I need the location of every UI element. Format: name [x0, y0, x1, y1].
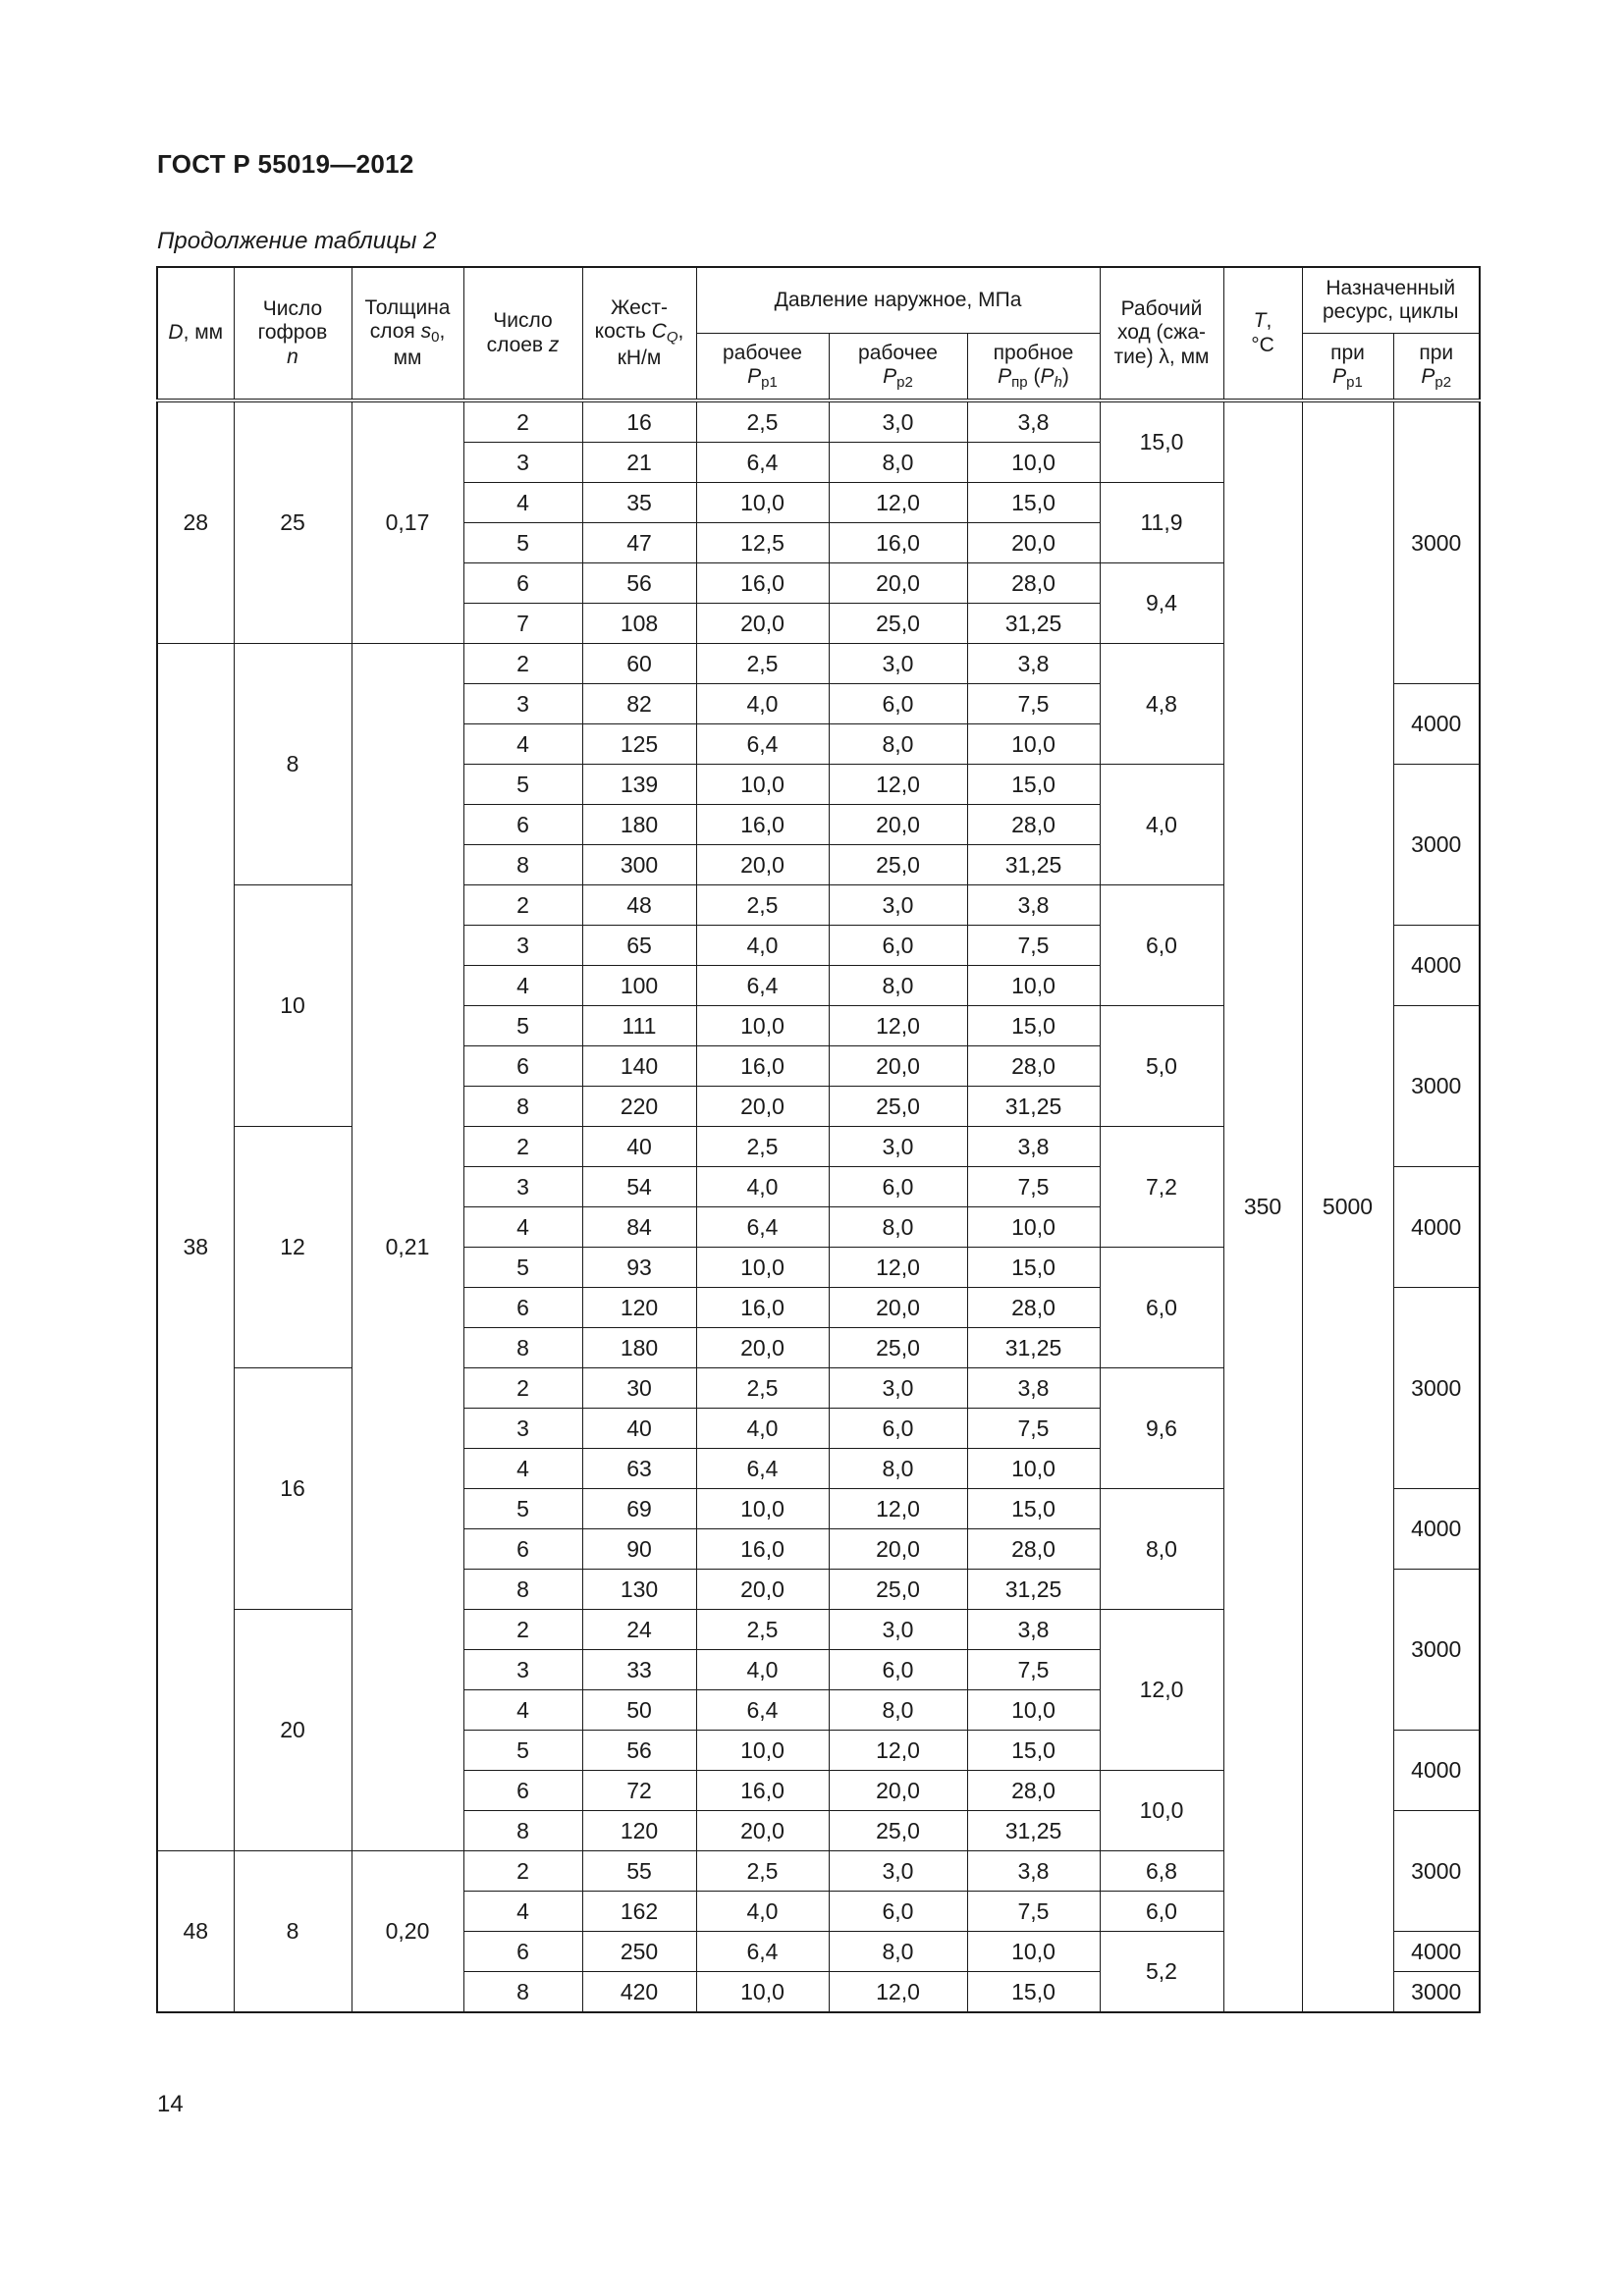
cell-stiffness: 139: [582, 765, 696, 805]
cell-resource-p2: 3000: [1393, 1006, 1480, 1167]
cell-pressure-test: 3,8: [967, 644, 1100, 684]
cell-pressure-working-1: 4,0: [696, 1650, 829, 1690]
cell-corrugations: 10: [234, 885, 352, 1127]
cell-pressure-working-2: 20,0: [829, 563, 967, 604]
cell-layer-thickness: 0,20: [352, 1851, 463, 2013]
cell-pressure-working-2: 6,0: [829, 684, 967, 724]
cell-pressure-working-2: 20,0: [829, 1771, 967, 1811]
cell-pressure-test: 7,5: [967, 1409, 1100, 1449]
cell-pressure-working-2: 12,0: [829, 765, 967, 805]
cell-layers: 5: [463, 523, 582, 563]
cell-layers: 5: [463, 1489, 582, 1529]
cell-layers: 8: [463, 1570, 582, 1610]
cell-layers: 2: [463, 1851, 582, 1892]
cell-pressure-working-1: 16,0: [696, 1529, 829, 1570]
cell-pressure-working-1: 16,0: [696, 1046, 829, 1087]
cell-layers: 6: [463, 805, 582, 845]
cell-working-stroke: 5,0: [1100, 1006, 1223, 1127]
cell-pressure-working-2: 25,0: [829, 604, 967, 644]
cell-pressure-working-2: 20,0: [829, 1288, 967, 1328]
cell-layers: 6: [463, 1046, 582, 1087]
cell-pressure-working-1: 6,4: [696, 443, 829, 483]
cell-pressure-working-2: 12,0: [829, 483, 967, 523]
cell-resource-p2: 4000: [1393, 926, 1480, 1006]
cell-pressure-test: 31,25: [967, 1328, 1100, 1368]
cell-stiffness: 60: [582, 644, 696, 684]
cell-pressure-working-1: 20,0: [696, 1087, 829, 1127]
cell-layers: 8: [463, 1811, 582, 1851]
cell-pressure-working-1: 10,0: [696, 1248, 829, 1288]
cell-pressure-test: 28,0: [967, 563, 1100, 604]
cell-pressure-working-1: 4,0: [696, 926, 829, 966]
header-working-stroke: Рабочий ход (сжа- тие) λ, мм: [1100, 267, 1223, 400]
cell-diameter: 38: [157, 644, 234, 1851]
cell-layers: 4: [463, 1449, 582, 1489]
cell-pressure-test: 7,5: [967, 1892, 1100, 1932]
cell-pressure-test: 3,8: [967, 1368, 1100, 1409]
cell-pressure-test: 10,0: [967, 1207, 1100, 1248]
cell-pressure-test: 28,0: [967, 1288, 1100, 1328]
cell-pressure-working-1: 6,4: [696, 724, 829, 765]
cell-layers: 8: [463, 1328, 582, 1368]
cell-pressure-working-1: 20,0: [696, 604, 829, 644]
table-body: [157, 267, 1480, 2012]
cell-stiffness: 47: [582, 523, 696, 563]
cell-pressure-test: 15,0: [967, 1489, 1100, 1529]
cell-corrugations: 20: [234, 1610, 352, 1851]
cell-corrugations: 16: [234, 1368, 352, 1610]
cell-pressure-working-1: 6,4: [696, 1207, 829, 1248]
cell-pressure-working-1: 6,4: [696, 1932, 829, 1972]
cell-stiffness: 82: [582, 684, 696, 724]
cell-pressure-working-2: 20,0: [829, 805, 967, 845]
cell-resource-p2: 3000: [1393, 1288, 1480, 1489]
specification-table: [156, 266, 1481, 2013]
cell-layers: 6: [463, 1932, 582, 1972]
cell-resource-p2: 4000: [1393, 1932, 1480, 1972]
cell-pressure-test: 10,0: [967, 1690, 1100, 1731]
cell-resource-p2: 4000: [1393, 1167, 1480, 1288]
cell-layers: 8: [463, 1972, 582, 2013]
cell-pressure-working-2: 8,0: [829, 1449, 967, 1489]
cell-pressure-working-1: 10,0: [696, 1731, 829, 1771]
cell-stiffness: 130: [582, 1570, 696, 1610]
table-row: [157, 400, 1480, 443]
cell-pressure-working-2: 16,0: [829, 523, 967, 563]
cell-layers: 2: [463, 400, 582, 443]
cell-working-stroke: 8,0: [1100, 1489, 1223, 1610]
cell-pressure-working-2: 12,0: [829, 1731, 967, 1771]
cell-stiffness: 111: [582, 1006, 696, 1046]
cell-diameter: 48: [157, 1851, 234, 2013]
cell-pressure-working-2: 20,0: [829, 1046, 967, 1087]
cell-pressure-working-2: 25,0: [829, 1570, 967, 1610]
cell-stiffness: 220: [582, 1087, 696, 1127]
cell-pressure-working-1: 6,4: [696, 966, 829, 1006]
cell-pressure-working-2: 3,0: [829, 1368, 967, 1409]
cell-pressure-test: 3,8: [967, 1610, 1100, 1650]
cell-layers: 3: [463, 1167, 582, 1207]
cell-pressure-test: 15,0: [967, 483, 1100, 523]
cell-working-stroke: 15,0: [1100, 400, 1223, 483]
cell-layers: 7: [463, 604, 582, 644]
cell-stiffness: 100: [582, 966, 696, 1006]
cell-layers: 8: [463, 845, 582, 885]
cell-pressure-test: 28,0: [967, 1771, 1100, 1811]
cell-pressure-test: 31,25: [967, 845, 1100, 885]
cell-layers: 6: [463, 563, 582, 604]
cell-pressure-test: 10,0: [967, 443, 1100, 483]
cell-pressure-test: 3,8: [967, 885, 1100, 926]
cell-pressure-working-2: 12,0: [829, 1489, 967, 1529]
cell-pressure-working-2: 3,0: [829, 400, 967, 443]
cell-stiffness: 16: [582, 400, 696, 443]
cell-stiffness: 300: [582, 845, 696, 885]
table-caption: Продолжение таблицы 2: [157, 228, 437, 254]
cell-layers: 4: [463, 724, 582, 765]
page-number: 14: [157, 2091, 184, 2117]
cell-stiffness: 50: [582, 1690, 696, 1731]
cell-working-stroke: 7,2: [1100, 1127, 1223, 1248]
cell-working-stroke: 6,0: [1100, 1248, 1223, 1368]
cell-layers: 5: [463, 1006, 582, 1046]
cell-pressure-working-1: 12,5: [696, 523, 829, 563]
cell-layers: 5: [463, 765, 582, 805]
cell-pressure-working-1: 10,0: [696, 483, 829, 523]
cell-pressure-test: 31,25: [967, 1811, 1100, 1851]
cell-pressure-test: 10,0: [967, 724, 1100, 765]
cell-working-stroke: 10,0: [1100, 1771, 1223, 1851]
header-resource-p2: при $P_{p2}$: [1393, 334, 1480, 401]
cell-corrugations: 25: [234, 400, 352, 644]
cell-pressure-working-1: 10,0: [696, 765, 829, 805]
cell-pressure-working-2: 12,0: [829, 1006, 967, 1046]
cell-stiffness: 180: [582, 805, 696, 845]
cell-pressure-working-1: 4,0: [696, 1409, 829, 1449]
cell-pressure-test: 3,8: [967, 400, 1100, 443]
cell-pressure-working-1: 16,0: [696, 1771, 829, 1811]
cell-diameter: 28: [157, 400, 234, 644]
cell-stiffness: 250: [582, 1932, 696, 1972]
cell-pressure-test: 15,0: [967, 1248, 1100, 1288]
cell-pressure-working-1: 6,4: [696, 1449, 829, 1489]
cell-pressure-test: 3,8: [967, 1851, 1100, 1892]
cell-layers: 4: [463, 1690, 582, 1731]
cell-stiffness: 48: [582, 885, 696, 926]
cell-layers: 5: [463, 1248, 582, 1288]
cell-stiffness: 56: [582, 1731, 696, 1771]
cell-pressure-working-2: 6,0: [829, 1650, 967, 1690]
cell-pressure-test: 31,25: [967, 604, 1100, 644]
cell-pressure-working-1: 2,5: [696, 885, 829, 926]
cell-pressure-test: 10,0: [967, 966, 1100, 1006]
cell-stiffness: 56: [582, 563, 696, 604]
cell-stiffness: 84: [582, 1207, 696, 1248]
cell-pressure-working-2: 12,0: [829, 1972, 967, 2013]
cell-pressure-working-2: 3,0: [829, 1610, 967, 1650]
cell-pressure-working-2: 6,0: [829, 1409, 967, 1449]
cell-stiffness: 90: [582, 1529, 696, 1570]
cell-stiffness: 180: [582, 1328, 696, 1368]
cell-stiffness: 108: [582, 604, 696, 644]
cell-stiffness: 93: [582, 1248, 696, 1288]
cell-pressure-test: 15,0: [967, 1972, 1100, 2013]
header-temperature: T, °С: [1223, 267, 1302, 400]
cell-resource-p2: 3000: [1393, 1811, 1480, 1932]
cell-pressure-test: 15,0: [967, 765, 1100, 805]
cell-pressure-test: 10,0: [967, 1932, 1100, 1972]
cell-corrugations: 8: [234, 1851, 352, 2013]
cell-resource-p2: 4000: [1393, 1489, 1480, 1570]
cell-pressure-test: 20,0: [967, 523, 1100, 563]
cell-layers: 4: [463, 966, 582, 1006]
header-pressure-working-2: рабочее $P_{p2}$: [829, 334, 967, 401]
cell-layer-thickness: 0,17: [352, 400, 463, 644]
cell-working-stroke: 9,4: [1100, 563, 1223, 644]
cell-pressure-test: 15,0: [967, 1006, 1100, 1046]
cell-pressure-test: 15,0: [967, 1731, 1100, 1771]
cell-layers: 2: [463, 644, 582, 684]
cell-stiffness: 72: [582, 1771, 696, 1811]
cell-pressure-working-2: 20,0: [829, 1529, 967, 1570]
document-title: ГОСТ Р 55019—2012: [157, 149, 414, 179]
cell-pressure-working-1: 20,0: [696, 1328, 829, 1368]
cell-pressure-working-1: 10,0: [696, 1972, 829, 2013]
cell-layers: 2: [463, 1368, 582, 1409]
cell-pressure-working-1: 2,5: [696, 1610, 829, 1650]
header-resource-p1: при $P_{p1}$: [1302, 334, 1393, 401]
cell-stiffness: 140: [582, 1046, 696, 1087]
cell-working-stroke: 4,0: [1100, 765, 1223, 885]
cell-stiffness: 24: [582, 1610, 696, 1650]
cell-pressure-working-1: 2,5: [696, 1851, 829, 1892]
cell-layers: 4: [463, 483, 582, 523]
cell-pressure-working-2: 3,0: [829, 1127, 967, 1167]
header-d: D, мм: [157, 267, 234, 400]
cell-layers: 3: [463, 1409, 582, 1449]
cell-corrugations: 8: [234, 644, 352, 885]
cell-pressure-working-2: 8,0: [829, 966, 967, 1006]
cell-pressure-working-1: 20,0: [696, 1570, 829, 1610]
cell-resource-p2: 3000: [1393, 400, 1480, 684]
cell-pressure-working-2: 3,0: [829, 644, 967, 684]
cell-stiffness: 30: [582, 1368, 696, 1409]
cell-pressure-working-1: 2,5: [696, 1127, 829, 1167]
cell-working-stroke: 11,9: [1100, 483, 1223, 563]
cell-resource-p2: 3000: [1393, 765, 1480, 926]
cell-pressure-working-2: 3,0: [829, 885, 967, 926]
cell-stiffness: 40: [582, 1127, 696, 1167]
cell-layer-thickness: 0,21: [352, 644, 463, 1851]
cell-pressure-working-1: 10,0: [696, 1489, 829, 1529]
cell-pressure-working-1: 6,4: [696, 1690, 829, 1731]
header-row-1: [157, 267, 1480, 334]
cell-layers: 2: [463, 1610, 582, 1650]
cell-pressure-test: 28,0: [967, 805, 1100, 845]
cell-pressure-working-2: 25,0: [829, 1811, 967, 1851]
cell-pressure-working-2: 8,0: [829, 724, 967, 765]
cell-temperature: 350: [1223, 400, 1302, 2012]
cell-resource-p2: 3000: [1393, 1972, 1480, 2013]
cell-layers: 4: [463, 1892, 582, 1932]
cell-pressure-test: 3,8: [967, 1127, 1100, 1167]
cell-layers: 3: [463, 684, 582, 724]
cell-resource-p2: 4000: [1393, 1731, 1480, 1811]
cell-layers: 2: [463, 1127, 582, 1167]
cell-pressure-working-2: 25,0: [829, 1328, 967, 1368]
cell-layers: 8: [463, 1087, 582, 1127]
cell-pressure-working-2: 8,0: [829, 1932, 967, 1972]
cell-stiffness: 420: [582, 1972, 696, 2013]
cell-pressure-working-1: 10,0: [696, 1006, 829, 1046]
cell-stiffness: 120: [582, 1288, 696, 1328]
cell-stiffness: 63: [582, 1449, 696, 1489]
cell-stiffness: 55: [582, 1851, 696, 1892]
cell-pressure-working-1: 20,0: [696, 1811, 829, 1851]
header-layer-thickness: Толщина слоя $s_0$, мм: [352, 267, 463, 400]
cell-layers: 3: [463, 443, 582, 483]
cell-pressure-working-1: 20,0: [696, 845, 829, 885]
cell-layers: 6: [463, 1771, 582, 1811]
header-pressure-group: Давление наружное, МПа: [696, 267, 1100, 334]
cell-pressure-test: 31,25: [967, 1570, 1100, 1610]
cell-pressure-test: 7,5: [967, 684, 1100, 724]
cell-pressure-test: 7,5: [967, 1167, 1100, 1207]
cell-working-stroke: 6,0: [1100, 885, 1223, 1006]
cell-stiffness: 162: [582, 1892, 696, 1932]
cell-pressure-test: 7,5: [967, 1650, 1100, 1690]
cell-resource-p2: 4000: [1393, 684, 1480, 765]
cell-pressure-working-1: 16,0: [696, 1288, 829, 1328]
cell-pressure-working-1: 4,0: [696, 684, 829, 724]
cell-pressure-test: 10,0: [967, 1449, 1100, 1489]
cell-pressure-working-2: 8,0: [829, 1207, 967, 1248]
cell-pressure-working-1: 2,5: [696, 400, 829, 443]
header-layers-count: Число слоев z: [463, 267, 582, 400]
cell-pressure-working-2: 8,0: [829, 443, 967, 483]
cell-pressure-test: 7,5: [967, 926, 1100, 966]
header-pressure-test: пробное $P_{пр}$ $(P_h)$: [967, 334, 1100, 401]
cell-pressure-working-2: 12,0: [829, 1248, 967, 1288]
cell-layers: 5: [463, 1731, 582, 1771]
cell-stiffness: 54: [582, 1167, 696, 1207]
cell-pressure-working-2: 25,0: [829, 1087, 967, 1127]
cell-working-stroke: 5,2: [1100, 1932, 1223, 2013]
cell-pressure-working-1: 2,5: [696, 1368, 829, 1409]
cell-pressure-working-1: 4,0: [696, 1892, 829, 1932]
cell-pressure-test: 31,25: [967, 1087, 1100, 1127]
cell-stiffness: 65: [582, 926, 696, 966]
cell-layers: 6: [463, 1529, 582, 1570]
cell-resource-p2: 3000: [1393, 1570, 1480, 1731]
cell-layers: 4: [463, 1207, 582, 1248]
cell-working-stroke: 4,8: [1100, 644, 1223, 765]
cell-working-stroke: 6,8: [1100, 1851, 1223, 1892]
cell-pressure-working-1: 16,0: [696, 563, 829, 604]
cell-stiffness: 69: [582, 1489, 696, 1529]
cell-stiffness: 35: [582, 483, 696, 523]
cell-corrugations: 12: [234, 1127, 352, 1368]
cell-stiffness: 125: [582, 724, 696, 765]
cell-layers: 6: [463, 1288, 582, 1328]
cell-stiffness: 120: [582, 1811, 696, 1851]
cell-pressure-working-1: 16,0: [696, 805, 829, 845]
cell-stiffness: 21: [582, 443, 696, 483]
cell-working-stroke: 6,0: [1100, 1892, 1223, 1932]
cell-stiffness: 40: [582, 1409, 696, 1449]
header-stiffness: Жест- кость $C_Q$, кН/м: [582, 267, 696, 400]
cell-pressure-working-2: 6,0: [829, 926, 967, 966]
cell-stiffness: 33: [582, 1650, 696, 1690]
cell-pressure-working-2: 6,0: [829, 1167, 967, 1207]
cell-working-stroke: 12,0: [1100, 1610, 1223, 1771]
cell-pressure-test: 28,0: [967, 1529, 1100, 1570]
header-pressure-working-1: рабочее $P_{p1}$: [696, 334, 829, 401]
cell-layers: 3: [463, 1650, 582, 1690]
cell-layers: 3: [463, 926, 582, 966]
cell-layers: 2: [463, 885, 582, 926]
header-corrugations: Число гофров n: [234, 267, 352, 400]
cell-pressure-working-2: 6,0: [829, 1892, 967, 1932]
cell-pressure-working-2: 8,0: [829, 1690, 967, 1731]
cell-working-stroke: 9,6: [1100, 1368, 1223, 1489]
cell-pressure-working-2: 25,0: [829, 845, 967, 885]
cell-pressure-working-1: 2,5: [696, 644, 829, 684]
header-resource-group: Назначенный ресурс, циклы: [1302, 267, 1480, 334]
cell-resource-p1: 5000: [1302, 400, 1393, 2012]
cell-pressure-test: 28,0: [967, 1046, 1100, 1087]
cell-pressure-working-1: 4,0: [696, 1167, 829, 1207]
cell-pressure-working-2: 3,0: [829, 1851, 967, 1892]
